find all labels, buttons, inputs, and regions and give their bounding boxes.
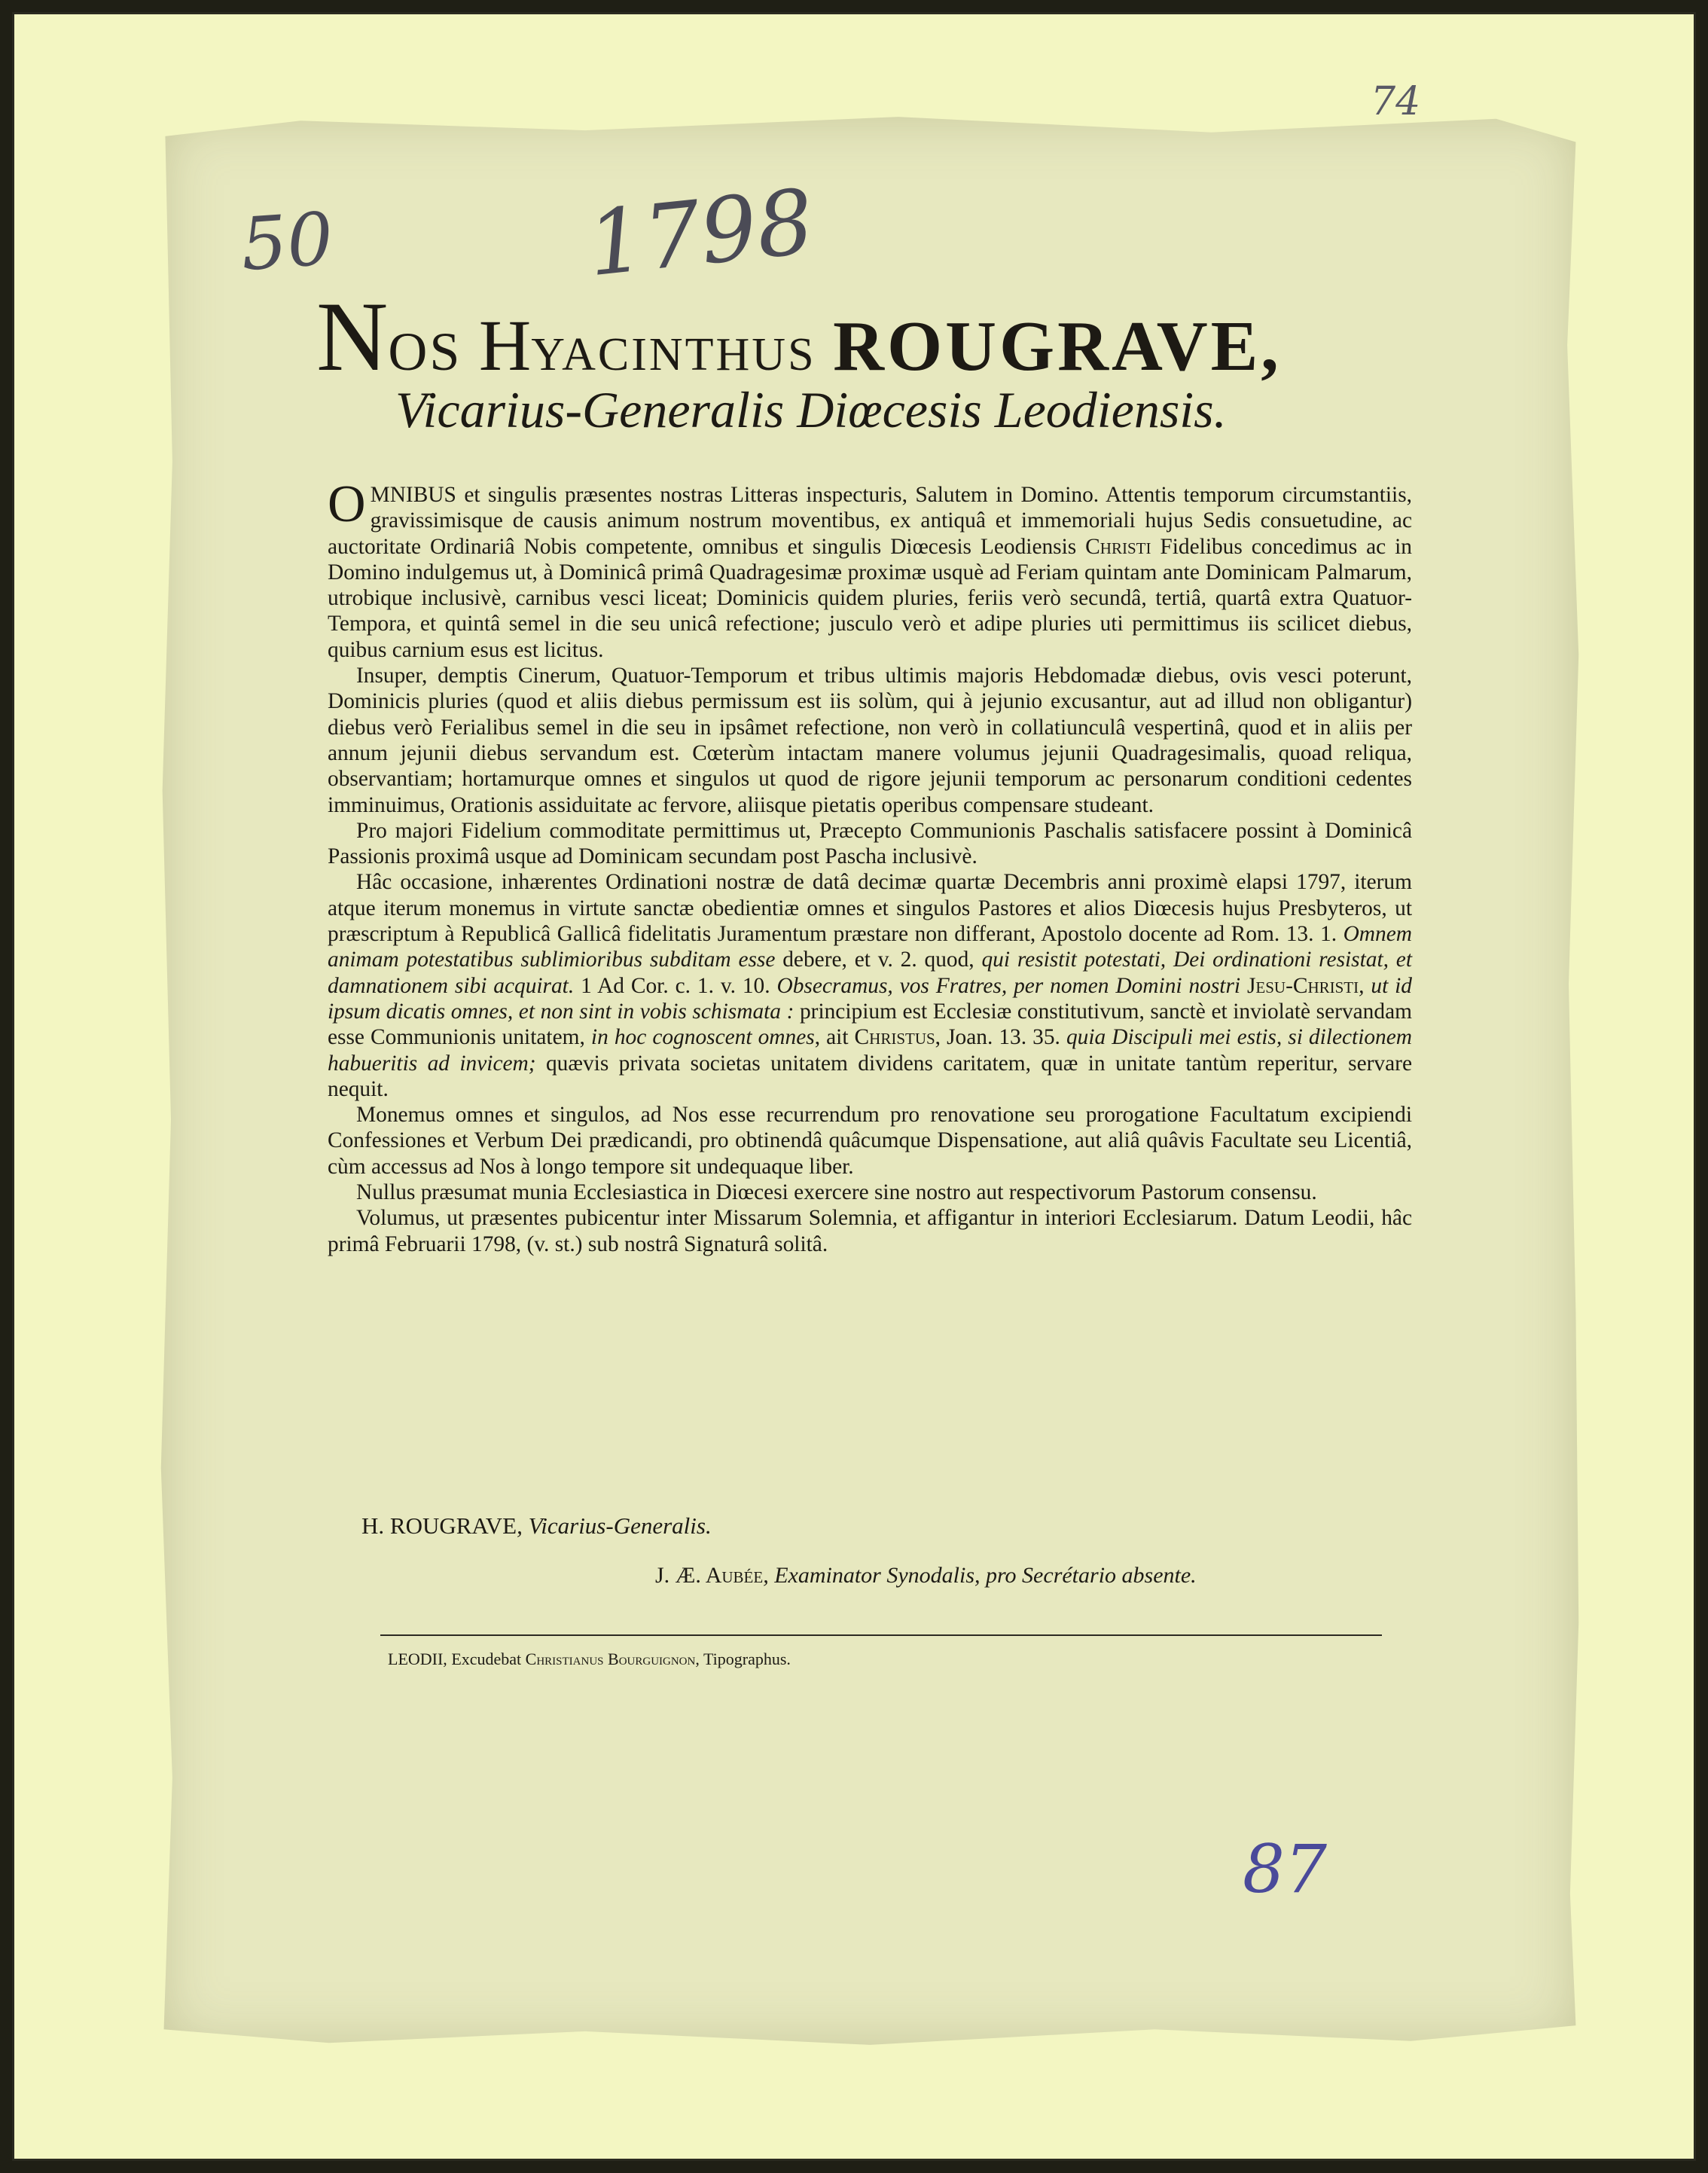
printer-imprint: LEODII, Excudebat Christianus Bourguignon, Tipographus. [388, 1650, 791, 1668]
handwritten-year: 1798 [582, 169, 819, 297]
title-name-initial: H [478, 305, 532, 386]
document-title [316, 279, 1446, 394]
paragraph-1: OMNIBUS et singulis præsentes nostras Litteras inspecturis, Salutem in Domino. Attentis temporum circumstantiis, gravissimisque de causis animum nostrum moventibus, ex antiquâ et immemoriali hujus Sedis consuetudine, ac auctoritate Ordinariâ Nobis competente, omnibus et singulis Diœcesis Leodiensis Christi Fidelibus concedimus ac in Domino indulgemus ut, à Dominicâ primâ Quadragesimæ proximæ usquè ad Feriam quintam ante Dominicam Palmarum, utrobique inclusivè, carnibus vesci liceat; Dominicis quidem pluries, feriis verò secundâ, tertiâ, quartâ extra Quatuor-Tempora, et quintâ semel in die seu unicâ refectione; jusculo verò et adipe pluries uti permittimus iis scilicet diebus, quibus carnium esus est licitus. [328, 475, 1412, 662]
handwritten-bottom-number: 87 [1243, 1830, 1327, 1908]
paragraph-6: Nullus præsumat munia Ecclesiastica in Diœcesi exercere sine nostro aut respectivorum Pastorum consensu. [356, 1180, 1317, 1205]
title-name-rest: YACINTHUS [531, 329, 816, 380]
paragraph-2: Insuper, demptis Cinerum, Quatuor-Temporum et tribus ultimis majoris Hebdomadæ diebus, ovis vesci poterunt, Dominicis pluries (quod et aliis diebus permissum est iis solùm, qui à jejunio excusantur, aut ad illud non obligantur) diebus verò Ferialibus semel in die seu in ipsâmet refectione, non verò in collatiunculâ vespertinâ, quod et in aliis per annum jejunii diebus servandum est. Cœterùm intactam manere volumus jejunii Quadragesimalis, quoad reliqua, observantiam; hortamurque omnes et singulos ut quod de rigore jejunii temporum ac personarum conditioni cedentes imminuimus, Orationis assiduitate ac fervore, aliisque pietatis operibus compensare studeant. [328, 664, 1412, 817]
signature-vicar: H. ROUGRAVE, Vicarius-Generalis. [361, 1512, 712, 1539]
paragraph-7: Volumus, ut præsentes pubicentur inter Missarum Solemnia, et affigantur in interiori Ecclesiarum. Datum Leodii, hâc primâ Februarii 1798, (v. st.) sub nostrâ Signaturâ solitâ. [328, 1206, 1412, 1256]
document-body [328, 475, 1413, 1257]
document-subtitle: Vicarius-Generalis Diœcesis Leodiensis. [395, 381, 1227, 438]
paragraph-5: Monemus omnes et singulos, ad Nos esse recurrendum pro renovatione seu prorogatione Facultatum excipiendi Confessiones et Verbum Dei prædicandi, pro obtinendâ quâcumque Dispensatione, aut aliâ quâvis Facultate seu Licentiâ, cùm accessus ad Nos à longo tempore sit undequaque liber. [328, 1103, 1412, 1179]
handwritten-corner-number: 74 [1371, 79, 1421, 124]
title-initial: N [316, 281, 389, 392]
drop-cap: O [328, 475, 366, 533]
paragraph-3: Pro majori Fidelium commoditate permittimus ut, Præcepto Communionis Paschalis satisfacere possint à Dominicâ Passionis proximâ usque ad Dominicam secundam post Pascha inclusivè. [328, 818, 1412, 869]
paragraph-4: Hâc occasione, inhærentes Ordinationi nostræ de datâ decimæ quartæ Decembris anni proximè elapsi 1797, iterum atque iterum monemus in virtute sanctæ obedientiæ omnes et singulos Pastores et alios Diœcesis hujus Presbyteros, ut præscriptum à Republicâ Gallicâ fidelitatis Juramentum præstare non differant, Apostolo docente ad Rom. 13. 1. Omnem animam potestatibus sublimioribus subditam esse debere, et v. 2. quod, qui resistit potestati, Dei ordinationi resistat, et damnationem sibi acquirat. 1 Ad Cor. c. 1. v. 10. Obsecramus, vos Fratres, per nomen Domini nostri Jesu-Christi, ut id ipsum dicatis omnes, et non sint in vobis schismata : principium est Ecclesiæ constitutivum, sanctè et inviolatè servandam esse Communionis unitatem, in hoc cognoscent omnes, ait Christus, Joan. 13. 35. quia Discipuli mei estis, si dilectionem habueritis ad invicem; quævis privata societas unitatem dividens caritatem, quæ in unitate tantùm reperitur, servare nequit. [328, 870, 1413, 1101]
title-part1: OS [388, 322, 462, 382]
handwritten-left-number: 50 [238, 196, 336, 288]
signature-examiner: J. Æ. Aubée, Examinator Synodalis, pro Secrétario absente. [655, 1563, 1197, 1588]
title-surname: ROUGRAVE, [833, 307, 1282, 386]
imprint-divider [380, 1634, 1382, 1636]
